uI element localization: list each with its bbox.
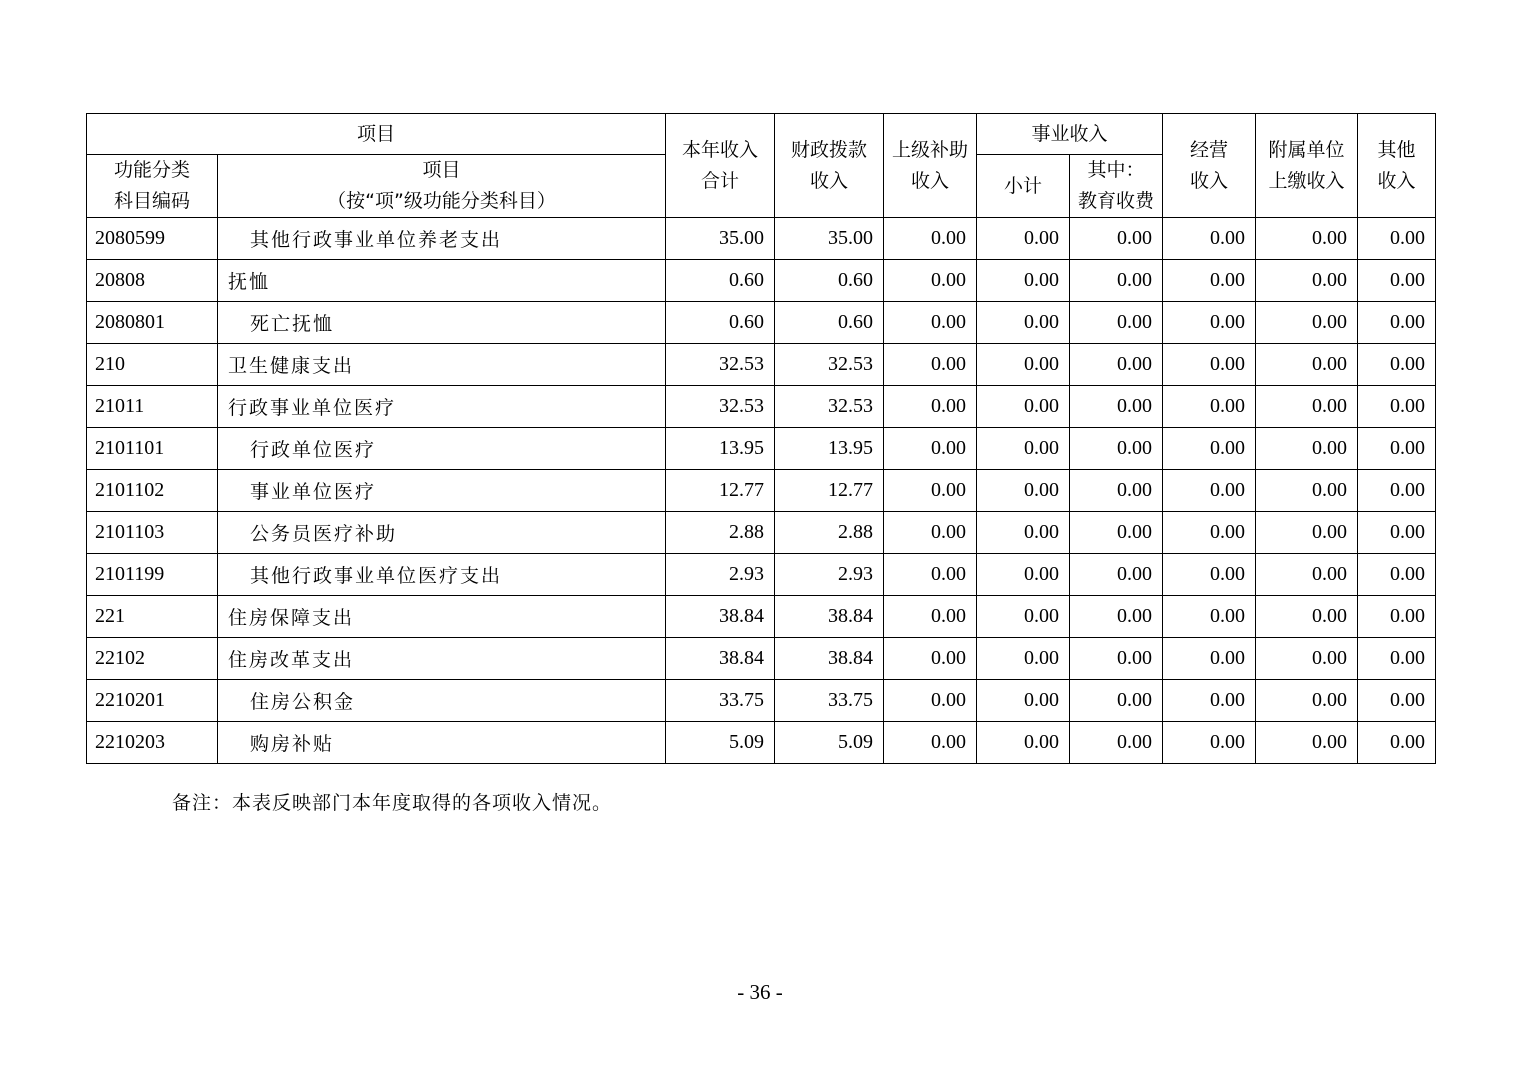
table-row — [87, 260, 1436, 302]
row-value: 0.00 — [1358, 512, 1436, 554]
row-value: 2.88 — [775, 512, 884, 554]
row-value: 0.00 — [1358, 722, 1436, 764]
row-code: 2210203 — [87, 722, 218, 764]
row-value: 0.00 — [884, 218, 977, 260]
row-value: 0.00 — [1358, 680, 1436, 722]
row-value: 32.53 — [666, 386, 775, 428]
row-value: 0.00 — [1163, 386, 1256, 428]
row-name: 住房改革支出 — [218, 638, 666, 680]
row-value: 0.00 — [884, 554, 977, 596]
row-value: 0.00 — [977, 512, 1070, 554]
row-value: 0.00 — [1163, 260, 1256, 302]
row-value: 0.00 — [1070, 554, 1163, 596]
header-operating: 经营 收入 — [1163, 114, 1256, 218]
row-name: 事业单位医疗 — [218, 470, 666, 512]
row-value: 0.00 — [1070, 218, 1163, 260]
row-name: 其他行政事业单位养老支出 — [218, 218, 666, 260]
table-row — [87, 512, 1436, 554]
row-value: 0.00 — [977, 218, 1070, 260]
row-code: 2080801 — [87, 302, 218, 344]
row-value: 0.00 — [977, 260, 1070, 302]
header-subtotal: 小计 — [977, 155, 1070, 218]
table-row — [87, 638, 1436, 680]
row-value: 0.60 — [666, 302, 775, 344]
row-value: 32.53 — [666, 344, 775, 386]
table-row — [87, 596, 1436, 638]
row-value: 0.00 — [1070, 386, 1163, 428]
row-name: 公务员医疗补助 — [218, 512, 666, 554]
row-value: 32.53 — [775, 344, 884, 386]
row-value: 2.93 — [775, 554, 884, 596]
row-value: 0.00 — [1256, 470, 1358, 512]
row-value: 0.00 — [1070, 302, 1163, 344]
row-value: 0.00 — [1358, 554, 1436, 596]
row-code: 21011 — [87, 386, 218, 428]
row-code: 2101101 — [87, 428, 218, 470]
row-value: 0.00 — [1070, 722, 1163, 764]
row-value: 0.60 — [775, 260, 884, 302]
header-affiliated: 附属单位 上缴收入 — [1256, 114, 1358, 218]
table-row — [87, 218, 1436, 260]
row-value: 32.53 — [775, 386, 884, 428]
row-code: 20808 — [87, 260, 218, 302]
row-value: 0.00 — [977, 596, 1070, 638]
row-name: 购房补贴 — [218, 722, 666, 764]
row-value: 35.00 — [775, 218, 884, 260]
row-value: 0.00 — [1163, 302, 1256, 344]
row-name: 行政单位医疗 — [218, 428, 666, 470]
header-project-group: 项目 — [87, 114, 666, 155]
row-name: 抚恤 — [218, 260, 666, 302]
row-value: 0.60 — [666, 260, 775, 302]
row-value: 12.77 — [666, 470, 775, 512]
table-row — [87, 680, 1436, 722]
row-value: 33.75 — [775, 680, 884, 722]
row-value: 0.00 — [1070, 638, 1163, 680]
row-value: 38.84 — [775, 596, 884, 638]
row-value: 0.00 — [1163, 512, 1256, 554]
table-row — [87, 386, 1436, 428]
row-value: 0.00 — [1256, 680, 1358, 722]
row-name: 死亡抚恤 — [218, 302, 666, 344]
row-value: 0.00 — [977, 302, 1070, 344]
row-value: 0.00 — [1070, 512, 1163, 554]
row-value: 0.00 — [1070, 260, 1163, 302]
row-name: 住房保障支出 — [218, 596, 666, 638]
header-superior: 上级补助 收入 — [884, 114, 977, 218]
table-row — [87, 554, 1436, 596]
row-value: 0.00 — [884, 260, 977, 302]
table-note: 备注：本表反映部门本年度取得的各项收入情况。 — [172, 792, 613, 814]
header-other: 其他 收入 — [1358, 114, 1436, 218]
row-code: 2210201 — [87, 680, 218, 722]
row-value: 0.00 — [1358, 218, 1436, 260]
row-value: 0.00 — [977, 638, 1070, 680]
row-value: 0.00 — [1256, 260, 1358, 302]
row-value: 38.84 — [666, 638, 775, 680]
table-body — [87, 218, 1436, 764]
header-total: 本年收入 合计 — [666, 114, 775, 218]
row-value: 0.00 — [977, 470, 1070, 512]
row-value: 0.00 — [884, 638, 977, 680]
row-value: 33.75 — [666, 680, 775, 722]
row-value: 0.00 — [1163, 428, 1256, 470]
row-value: 12.77 — [775, 470, 884, 512]
row-value: 0.00 — [1070, 428, 1163, 470]
row-value: 0.00 — [884, 512, 977, 554]
row-name: 住房公积金 — [218, 680, 666, 722]
row-value: 0.00 — [977, 386, 1070, 428]
table-row — [87, 344, 1436, 386]
row-name: 卫生健康支出 — [218, 344, 666, 386]
row-value: 0.00 — [1358, 260, 1436, 302]
row-value: 38.84 — [666, 596, 775, 638]
row-code: 2101102 — [87, 470, 218, 512]
row-value: 0.00 — [1358, 344, 1436, 386]
row-value: 0.00 — [1358, 386, 1436, 428]
row-code: 221 — [87, 596, 218, 638]
row-value: 0.00 — [1358, 638, 1436, 680]
row-value: 0.00 — [1070, 596, 1163, 638]
row-value: 0.00 — [1070, 344, 1163, 386]
row-value: 0.00 — [884, 470, 977, 512]
row-value: 0.00 — [977, 722, 1070, 764]
row-value: 0.00 — [977, 554, 1070, 596]
table-row — [87, 722, 1436, 764]
row-value: 35.00 — [666, 218, 775, 260]
row-value: 0.00 — [1358, 470, 1436, 512]
row-value: 0.00 — [1358, 302, 1436, 344]
row-value: 13.95 — [775, 428, 884, 470]
row-value: 0.00 — [1256, 344, 1358, 386]
row-value: 0.00 — [884, 302, 977, 344]
row-code: 22102 — [87, 638, 218, 680]
row-value: 0.00 — [1256, 428, 1358, 470]
row-value: 0.00 — [1070, 470, 1163, 512]
row-value: 0.00 — [884, 386, 977, 428]
row-value: 0.00 — [1256, 386, 1358, 428]
header-education: 其中： 教育收费 — [1070, 155, 1163, 218]
row-value: 5.09 — [666, 722, 775, 764]
table-row — [87, 302, 1436, 344]
header-business-group: 事业收入 — [977, 114, 1163, 155]
row-value: 2.88 — [666, 512, 775, 554]
row-value: 0.00 — [1358, 596, 1436, 638]
row-name: 行政事业单位医疗 — [218, 386, 666, 428]
row-value: 0.00 — [1163, 470, 1256, 512]
row-value: 0.00 — [1358, 428, 1436, 470]
row-value: 0.00 — [1163, 554, 1256, 596]
row-value: 0.00 — [1256, 512, 1358, 554]
row-value: 0.00 — [1163, 722, 1256, 764]
row-code: 210 — [87, 344, 218, 386]
row-value: 0.00 — [977, 344, 1070, 386]
row-value: 0.00 — [1256, 302, 1358, 344]
row-code: 2101103 — [87, 512, 218, 554]
row-value: 0.00 — [1256, 218, 1358, 260]
row-name: 其他行政事业单位医疗支出 — [218, 554, 666, 596]
row-value: 0.00 — [1256, 596, 1358, 638]
row-code: 2101199 — [87, 554, 218, 596]
row-value: 0.00 — [1163, 638, 1256, 680]
row-value: 0.00 — [1163, 218, 1256, 260]
header-code: 功能分类 科目编码 — [87, 155, 218, 218]
row-value: 0.00 — [884, 344, 977, 386]
table-row — [87, 470, 1436, 512]
row-value: 0.00 — [1163, 680, 1256, 722]
row-value: 13.95 — [666, 428, 775, 470]
income-table — [86, 113, 1436, 764]
row-code: 2080599 — [87, 218, 218, 260]
row-value: 38.84 — [775, 638, 884, 680]
row-value: 2.93 — [666, 554, 775, 596]
row-value: 0.00 — [1070, 680, 1163, 722]
row-value: 0.00 — [1163, 344, 1256, 386]
header-fiscal: 财政拨款 收入 — [775, 114, 884, 218]
row-value: 0.00 — [977, 428, 1070, 470]
row-value: 0.00 — [884, 596, 977, 638]
row-value: 0.00 — [884, 428, 977, 470]
row-value: 0.00 — [1256, 638, 1358, 680]
table-row — [87, 428, 1436, 470]
row-value: 0.00 — [1256, 554, 1358, 596]
page-number: - 36 - — [737, 980, 783, 1004]
row-value: 0.00 — [884, 680, 977, 722]
row-value: 0.00 — [1163, 596, 1256, 638]
header-name: 项目 （按“项”级功能分类科目） — [218, 155, 666, 218]
row-value: 0.60 — [775, 302, 884, 344]
row-value: 0.00 — [1256, 722, 1358, 764]
row-value: 0.00 — [977, 680, 1070, 722]
row-value: 5.09 — [775, 722, 884, 764]
row-value: 0.00 — [884, 722, 977, 764]
